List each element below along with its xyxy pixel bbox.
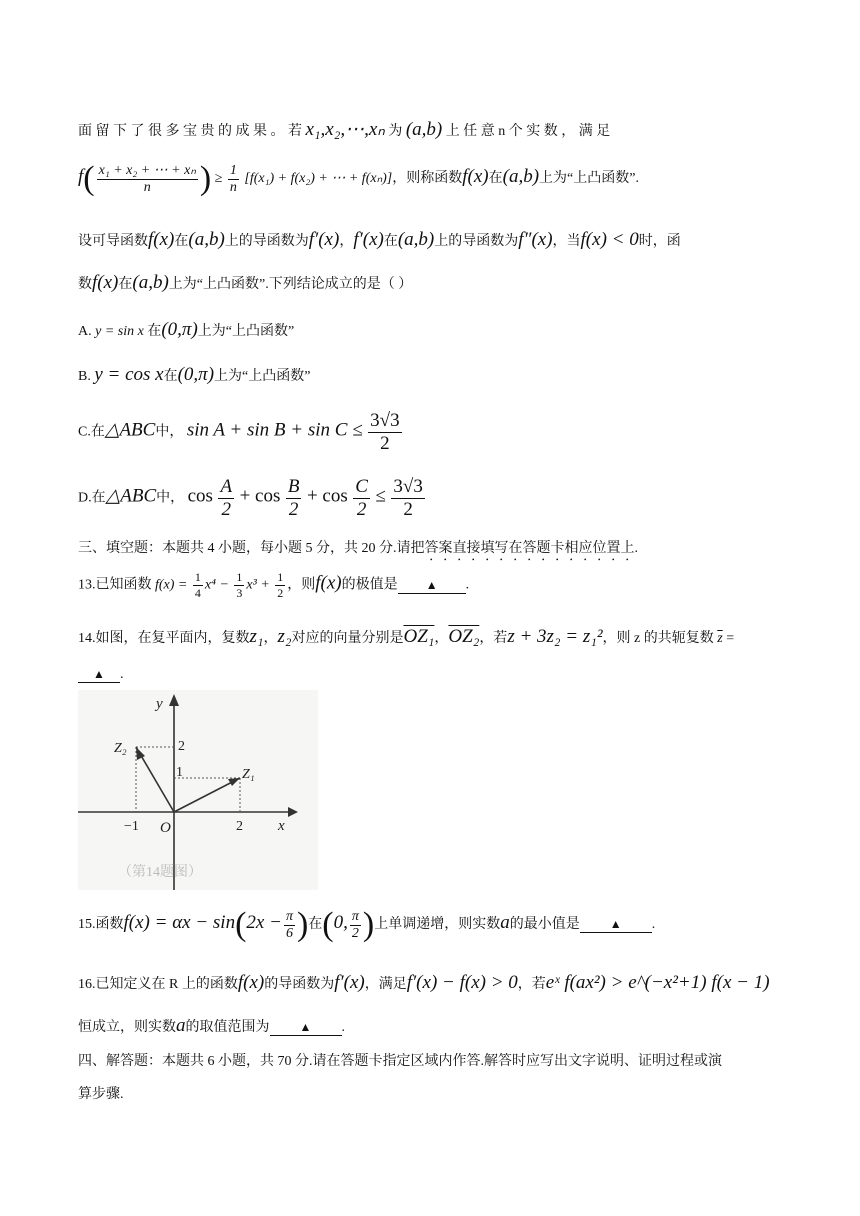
interval-0-pi: (0,π)	[177, 364, 215, 385]
figure-caption: （第14题图）	[118, 865, 202, 880]
term: x⁴ −	[204, 577, 229, 593]
intro-text: 在	[118, 277, 133, 292]
intro-line-1	[78, 118, 778, 141]
z2-label: Z₂	[114, 741, 127, 756]
fraction-c-over-2	[353, 476, 370, 521]
question-text: ，	[434, 631, 449, 646]
fraction-numerator: A	[220, 476, 233, 497]
fraction-numerator: C	[355, 476, 368, 497]
z1-label: Z₁	[242, 767, 255, 782]
fraction-numerator: 1	[194, 570, 201, 584]
intro-line-4	[78, 272, 412, 294]
cos: + cos	[239, 485, 281, 507]
answer-blank[interactable]: ▲	[398, 578, 466, 594]
interval-ab: (a,b)	[188, 229, 225, 250]
sum-expression: [f(x₁) + f(x₂) + ⋯ + f(xₙ)]	[244, 171, 393, 187]
fx: f(x)	[315, 572, 342, 594]
intro-text: 在	[174, 234, 189, 249]
z1: z₁	[249, 626, 264, 647]
question-text: 上单调递增，则实数	[374, 917, 501, 933]
var-list: x₁,x₂,⋯,xₙ	[305, 119, 385, 140]
intro-text: ，当	[552, 234, 581, 249]
le-sign: ≤	[375, 485, 386, 507]
x-axis-label: x	[278, 818, 285, 834]
section-text: 三、填空题：本题共 4 小题，每小题 5 分，共 20 分.请把	[78, 541, 425, 556]
emphasized-text: 答案直接填写在答题卡相应位置上	[424, 541, 635, 556]
origin-label: O	[160, 820, 171, 836]
question-text: ，则	[287, 577, 316, 593]
condition: f′(x) − f(x) > 0	[406, 972, 518, 993]
question-label: 14.如图，在复平面内，复数	[78, 631, 250, 646]
fraction-denominator: 2	[403, 499, 413, 520]
option-label: A.	[78, 324, 92, 339]
option-b	[78, 364, 310, 386]
question-13	[78, 570, 469, 601]
section-text: 四、解答题：本题共 6 小题，共 70 分.请在答题卡指定区域内作答.解答时应写出文字说明、证明过程或演	[78, 1054, 722, 1069]
cos: + cos	[306, 485, 348, 507]
option-expression: y = cos x	[94, 364, 164, 385]
interval-start: 0,	[333, 912, 348, 934]
fraction-numerator: x₁ + x₂ + ⋯ + xₙ	[98, 163, 196, 178]
section-3-heading	[78, 537, 638, 564]
paren-close: )	[362, 906, 375, 943]
one-over-n	[228, 163, 239, 196]
function-expression: f(x) = αx − sin	[123, 912, 236, 934]
fraction-denominator: 2	[356, 499, 367, 520]
fraction-numerator: 1	[229, 162, 237, 178]
interval-ab: (a,b)	[502, 166, 540, 188]
question-text: ，若	[517, 977, 546, 992]
paren-open: (	[322, 906, 334, 943]
fx: f(x)	[92, 272, 119, 293]
fraction-pi-over-6	[284, 909, 295, 942]
ge-sign: ≥	[214, 171, 223, 187]
fraction-numerator: 1	[236, 570, 243, 584]
intro-text: 在	[488, 171, 503, 187]
paren-close: )	[296, 906, 309, 943]
question-14	[78, 626, 734, 648]
complex-plane-figure	[78, 690, 318, 890]
fraction-denominator: 4	[194, 586, 201, 600]
fraction-denominator: n	[229, 179, 237, 195]
intro-text: 数	[78, 277, 92, 292]
fraction-1-3	[234, 570, 244, 601]
question-label: 16.已知定义在 R 上的函数	[78, 977, 238, 992]
equals-sign: =	[726, 631, 735, 646]
variable-a: a	[176, 1015, 186, 1036]
answer-blank[interactable]: ▲	[78, 667, 120, 683]
interval-ab: (a,b)	[397, 229, 435, 250]
option-text: 在	[163, 369, 178, 384]
fraction-numerator: π	[351, 908, 359, 924]
question-text: ，	[263, 631, 278, 646]
fx: f(x)	[462, 166, 489, 188]
intro-text: 上为“上凸函数”.	[539, 171, 639, 187]
question-text: .	[465, 577, 470, 593]
z2: z₂	[277, 626, 292, 647]
fraction-3root3-over-2	[368, 410, 401, 455]
option-c	[78, 410, 404, 455]
fx: f(x)	[237, 972, 265, 993]
variable-a: a	[500, 912, 510, 934]
option-label: C.在	[78, 424, 105, 440]
fraction-denominator: 2	[221, 499, 231, 520]
fraction-denominator: 2	[380, 433, 390, 454]
intro-text: 在	[383, 234, 398, 249]
section-text: .	[634, 541, 638, 556]
question-text: .	[651, 917, 656, 933]
question-text: ，满足	[364, 977, 407, 992]
fraction-numerator: 1	[277, 570, 284, 584]
fx: f(x)	[148, 229, 175, 250]
intro-text: 时，函	[638, 234, 681, 249]
fraction-pi-over-2	[350, 909, 361, 942]
y-axis-label: y	[156, 696, 163, 712]
option-text: 上为“上凸函数”	[214, 369, 311, 384]
fraction-a-over-2	[218, 476, 234, 521]
question-text: .	[120, 667, 124, 682]
intro-text: 为	[388, 124, 403, 139]
fraction-denominator: 6	[285, 925, 293, 941]
question-16	[78, 972, 770, 994]
option-expression: y = sin x	[95, 324, 144, 339]
triangle-abc: △ABC	[105, 485, 157, 507]
question-text: ，若	[479, 631, 508, 646]
intro-text: 上的导函数为	[434, 234, 519, 249]
intro-text: 上为“上凸函数”.下列结论成立的是（ ）	[168, 277, 413, 292]
fraction-denominator: 2	[288, 499, 299, 520]
option-label: B.	[78, 369, 91, 384]
question-text: 的导函数为	[264, 977, 335, 992]
triangle-abc: △ABC	[104, 419, 156, 441]
condition: z + 3z₂ = z₁²	[507, 626, 603, 647]
fraction-denominator: n	[143, 180, 151, 195]
fraction-numerator: 3√3	[393, 476, 423, 497]
intro-text: 上 任 意 n 个 实 数 ， 满 足	[445, 124, 611, 139]
vector-oz2: OZ₂	[448, 626, 480, 647]
figure-background	[78, 690, 318, 890]
f-symbol: f	[78, 166, 84, 188]
intro-text: 面 留 下 了 很 多 宝 贵 的 成 果 。 若	[78, 124, 302, 139]
question-text: ，则 z 的共轭复数	[602, 631, 714, 646]
intro-line-2	[78, 160, 639, 198]
question-text: 恒成立，则实数	[78, 1020, 176, 1035]
fraction-numerator: π	[285, 908, 293, 924]
paren-close: )	[199, 160, 212, 197]
section-4-line-1	[78, 1050, 722, 1070]
answer-blank[interactable]: ▲	[580, 917, 652, 933]
option-expression: sin A + sin B + sin C ≤	[186, 419, 363, 441]
vector-oz1: OZ₁	[403, 626, 435, 647]
interval-0-pi: (0,π)	[161, 319, 198, 340]
condition: f(x) < 0	[580, 229, 639, 250]
option-text: 中，	[155, 424, 184, 440]
question-text: 的最小值是	[509, 917, 580, 933]
question-text: 的极值是	[341, 577, 398, 593]
interval-ab: (a,b)	[405, 119, 443, 140]
question-label: 15.函数	[78, 917, 124, 933]
question-text: 在	[308, 917, 323, 933]
inequality: eˣ f(ax²) > e^(−x²+1) f(x − 1)	[545, 972, 770, 993]
z-conjugate: $\overline{z}$	[717, 631, 723, 646]
inner-expression: 2x −	[246, 912, 282, 934]
f-prime-x: f′(x)	[308, 229, 340, 250]
function-expression: f(x) =	[155, 577, 188, 593]
question-14-answer-line	[78, 667, 124, 683]
tick-x-neg1: −1	[124, 819, 139, 834]
fraction-numerator: 3√3	[370, 410, 400, 431]
tick-x-2: 2	[236, 819, 243, 834]
option-text: 在	[147, 324, 162, 339]
tick-y-2: 2	[178, 739, 185, 754]
question-label: 13.已知函数	[78, 577, 152, 593]
fraction-b-over-2	[286, 476, 302, 521]
section-text: 算步骤.	[78, 1087, 124, 1102]
option-text: 上为“上凸函数”	[197, 324, 295, 339]
option-a	[78, 319, 294, 341]
section-4-line-2	[78, 1083, 124, 1103]
question-text: .	[341, 1020, 345, 1035]
intro-text: ，则称函数	[392, 171, 463, 187]
fraction-numerator: B	[287, 476, 300, 497]
interval-ab: (a,b)	[132, 272, 169, 293]
paren-open: (	[235, 906, 247, 943]
mean-fraction	[97, 162, 198, 196]
f-prime-x: f′(x)	[353, 229, 384, 250]
fraction-1-4	[193, 570, 203, 601]
cos: cos	[187, 485, 213, 507]
intro-text: 上的导函数为	[224, 234, 309, 249]
tick-y-1: 1	[176, 765, 183, 780]
paren-open: (	[83, 160, 95, 197]
option-label: D.在	[78, 490, 106, 506]
f-prime-x: f′(x)	[334, 972, 365, 993]
intro-text: 设可导函数	[78, 234, 148, 249]
question-text: 对应的向量分别是	[291, 631, 404, 646]
f-double-prime-x: f″(x)	[518, 229, 553, 250]
fraction-denominator: 3	[236, 586, 243, 600]
fraction-1-2	[275, 570, 285, 601]
fraction-denominator: 2	[351, 925, 359, 941]
question-text: 的取值范围为	[185, 1020, 270, 1035]
fraction-3root3-over-2	[391, 476, 424, 521]
fraction-denominator: 2	[277, 586, 284, 600]
question-16-line-2	[78, 1015, 345, 1037]
question-15	[78, 906, 655, 944]
term: x³ +	[246, 577, 270, 593]
answer-blank[interactable]: ▲	[270, 1020, 342, 1036]
option-text: 中，	[156, 490, 185, 506]
intro-line-3: 设可导函数f(x)在(a,b)上的导函数为f′(x)，f′(x)在(a,b)上的导函数为f″(x)，当f(x) < 0时，函	[78, 229, 681, 250]
option-d	[78, 476, 427, 521]
